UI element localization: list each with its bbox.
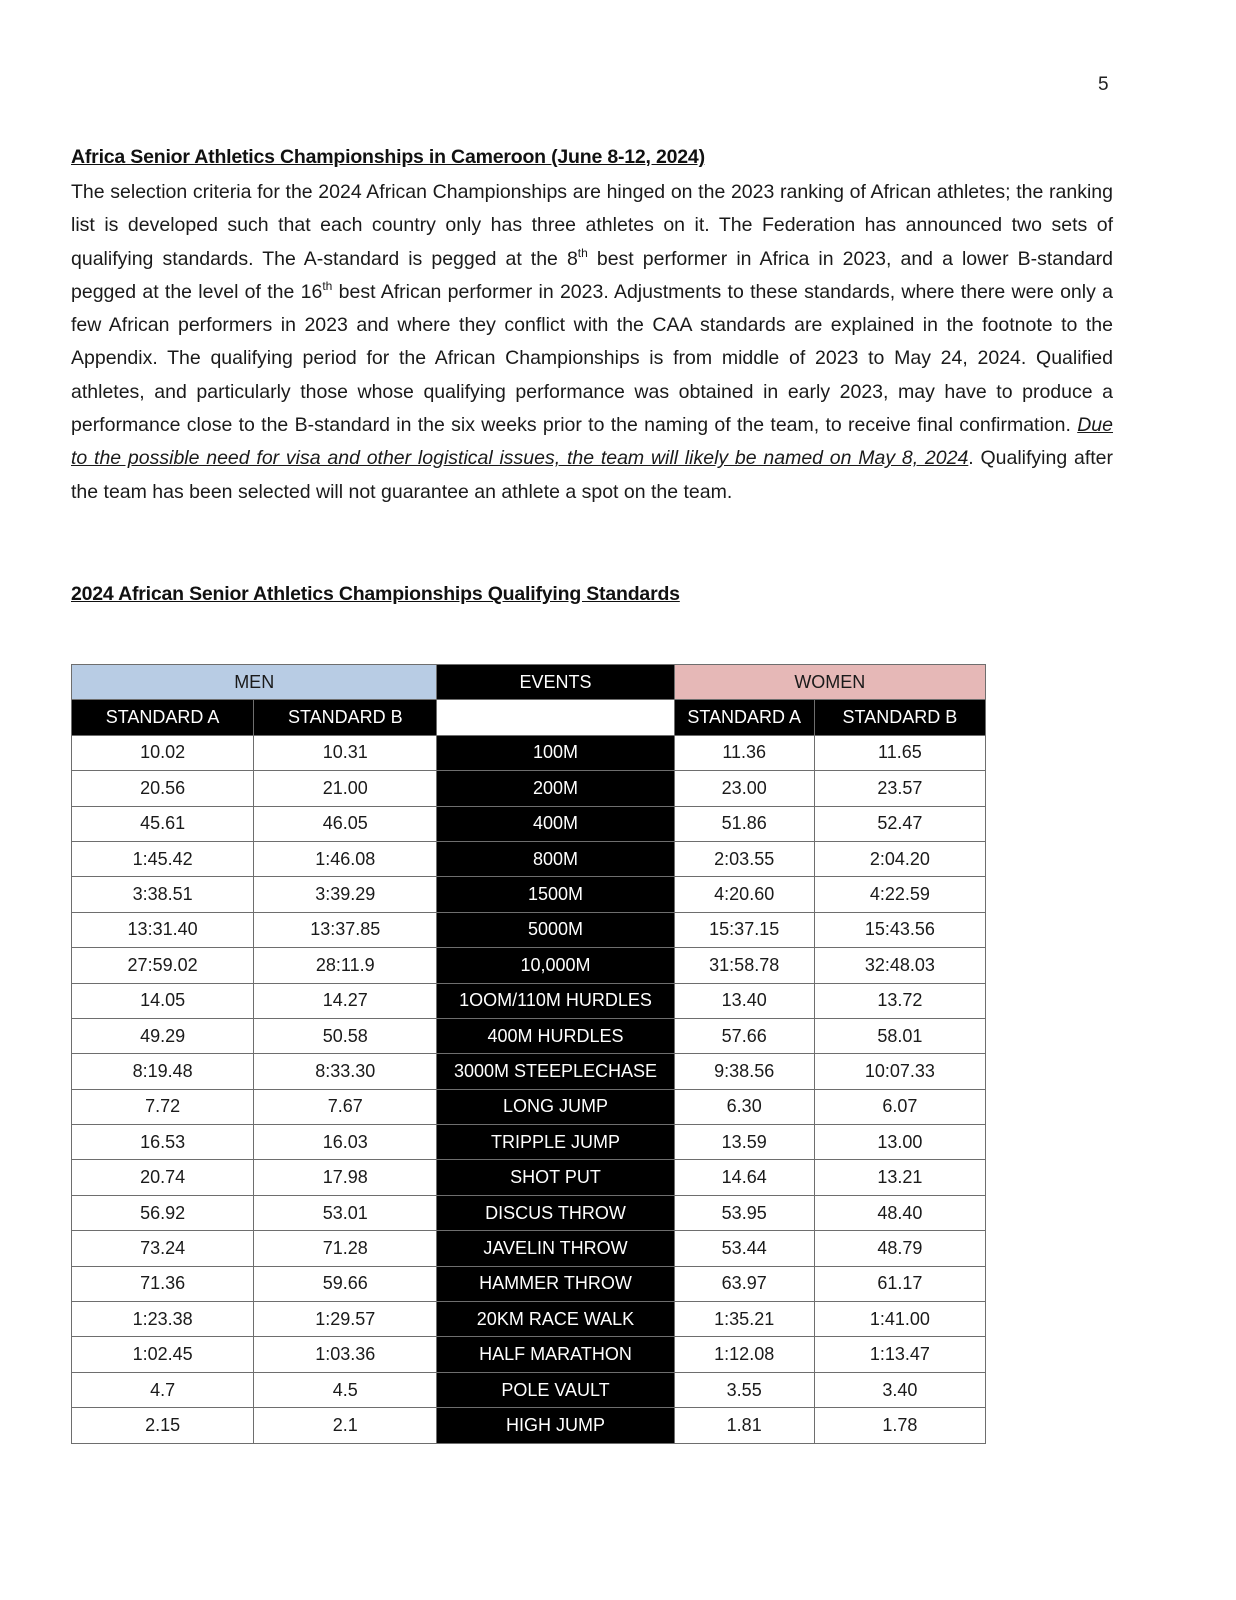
men-standard-a-cell: 49.29 [72,1018,254,1053]
men-standard-b-cell: 2.1 [254,1408,437,1443]
event-name-cell: 100M [437,735,674,770]
women-standard-b-cell: 13.00 [814,1125,985,1160]
men-standard-b-cell: 17.98 [254,1160,437,1195]
table-row [72,771,986,806]
men-standard-b-cell: 1:46.08 [254,841,437,876]
event-name-cell: LONG JUMP [437,1089,674,1124]
event-name-cell: 5000M [437,912,674,947]
event-name-cell: 400M [437,806,674,841]
section-heading-qualifying-standards: 2024 African Senior Athletics Championships Qualifying Standards [71,583,680,605]
table-row [72,1337,986,1372]
men-standard-b-cell: 28:11.9 [254,948,437,983]
women-group-header: WOMEN [674,665,985,700]
event-name-cell: 1500M [437,877,674,912]
men-standard-a-cell: 8:19.48 [72,1054,254,1089]
table-row [72,1054,986,1089]
event-name-cell: JAVELIN THROW [437,1231,674,1266]
event-name-cell: POLE VAULT [437,1372,674,1407]
event-name-cell: 1OOM/110M HURDLES [437,983,674,1018]
women-standard-b-cell: 61.17 [814,1266,985,1301]
event-name-cell: 400M HURDLES [437,1018,674,1053]
women-standard-a-cell: 63.97 [674,1266,814,1301]
event-name-cell: 3000M STEEPLECHASE [437,1054,674,1089]
men-standard-b-cell: 71.28 [254,1231,437,1266]
men-standard-a-cell: 13:31.40 [72,912,254,947]
women-standard-b-cell: 13.72 [814,983,985,1018]
table-row [72,735,986,770]
event-name-cell: HALF MARATHON [437,1337,674,1372]
men-standard-b-cell: 16.03 [254,1125,437,1160]
para-text-4: . Qualifying after the team has been selected will not guarantee an athlete a spot on the team. [71,447,1113,503]
men-standard-a-cell: 27:59.02 [72,948,254,983]
men-standard-a-cell: 1:23.38 [72,1302,254,1337]
women-standard-b-cell: 15:43.56 [814,912,985,947]
women-standard-a-cell: 11.36 [674,735,814,770]
page-number: 5 [1098,74,1109,95]
men-standard-b-cell: 50.58 [254,1018,437,1053]
section-heading-championships: Africa Senior Athletics Championships in Cameroon (June 8-12, 2024) [71,146,705,168]
men-standard-a-cell: 4.7 [72,1372,254,1407]
women-standard-a-cell: 53.44 [674,1231,814,1266]
men-standard-b-cell: 46.05 [254,806,437,841]
selection-criteria-paragraph [71,176,1113,509]
men-standard-a-cell: 14.05 [72,983,254,1018]
women-standard-a-cell: 51.86 [674,806,814,841]
women-standard-a-cell: 9:38.56 [674,1054,814,1089]
table-row [72,1018,986,1053]
men-standard-b-cell: 59.66 [254,1266,437,1301]
men-standard-b-cell: 7.67 [254,1089,437,1124]
women-standard-a-cell: 31:58.78 [674,948,814,983]
men-standard-a-cell: 7.72 [72,1089,254,1124]
men-standard-a-cell: 10.02 [72,735,254,770]
superscript-th: th [577,245,588,260]
events-sub-header-blank [437,700,674,735]
women-standard-a-header: STANDARD A [674,700,814,735]
women-standard-a-cell: 1:12.08 [674,1337,814,1372]
women-standard-b-cell: 23.57 [814,771,985,806]
men-standard-a-cell: 16.53 [72,1125,254,1160]
women-standard-a-cell: 13.40 [674,983,814,1018]
table-row [72,1160,986,1195]
women-standard-a-cell: 1:35.21 [674,1302,814,1337]
women-standard-b-cell: 1:13.47 [814,1337,985,1372]
women-standard-b-cell: 13.21 [814,1160,985,1195]
women-standard-b-cell: 11.65 [814,735,985,770]
men-standard-a-cell: 45.61 [72,806,254,841]
men-standard-b-cell: 8:33.30 [254,1054,437,1089]
women-standard-a-cell: 3.55 [674,1372,814,1407]
women-standard-a-cell: 13.59 [674,1125,814,1160]
women-standard-a-cell: 1.81 [674,1408,814,1443]
men-standard-b-cell: 3:39.29 [254,877,437,912]
men-standard-a-cell: 71.36 [72,1266,254,1301]
table-row [72,1195,986,1230]
men-standard-b-cell: 1:29.57 [254,1302,437,1337]
event-name-cell: 10,000M [437,948,674,983]
sub-header-row [72,700,986,735]
event-name-cell: 20KM RACE WALK [437,1302,674,1337]
men-standard-b-cell: 4.5 [254,1372,437,1407]
table-row [72,1266,986,1301]
women-standard-b-cell: 10:07.33 [814,1054,985,1089]
table-row [72,877,986,912]
women-standard-a-cell: 2:03.55 [674,841,814,876]
women-standard-b-cell: 32:48.03 [814,948,985,983]
men-standard-a-cell: 56.92 [72,1195,254,1230]
emphasized-team-naming-note: Due to the possible need for visa and other logistical issues, the team will likely be named on May 8, 2024 [71,414,1113,470]
table-row [72,1408,986,1443]
group-header-row [72,665,986,700]
men-standard-a-cell: 73.24 [72,1231,254,1266]
table-body [72,735,986,1443]
women-standard-b-header: STANDARD B [814,700,985,735]
men-standard-b-cell: 53.01 [254,1195,437,1230]
women-standard-a-cell: 15:37.15 [674,912,814,947]
men-standard-a-header: STANDARD A [72,700,254,735]
event-name-cell: HAMMER THROW [437,1266,674,1301]
women-standard-a-cell: 6.30 [674,1089,814,1124]
table-row [72,1125,986,1160]
men-standard-b-cell: 10.31 [254,735,437,770]
table-row [72,1372,986,1407]
women-standard-b-cell: 6.07 [814,1089,985,1124]
women-standard-b-cell: 3.40 [814,1372,985,1407]
table-row [72,1302,986,1337]
event-name-cell: TRIPPLE JUMP [437,1125,674,1160]
table-row [72,1089,986,1124]
men-standard-b-cell: 14.27 [254,983,437,1018]
events-group-header: EVENTS [437,665,674,700]
women-standard-b-cell: 1.78 [814,1408,985,1443]
women-standard-b-cell: 4:22.59 [814,877,985,912]
table-row [72,1231,986,1266]
para-text-1: The selection criteria for the 2024 African Championships are hinged on the 2023 ranking of African athletes; the ranking list is developed such that each country only has three athletes on it. The Federation has announced two sets of qualifying standards. The A-standard is pegged at the 8 [71,181,1113,270]
women-standard-b-cell: 52.47 [814,806,985,841]
men-standard-a-cell: 3:38.51 [72,877,254,912]
event-name-cell: DISCUS THROW [437,1195,674,1230]
men-standard-b-cell: 21.00 [254,771,437,806]
women-standard-b-cell: 1:41.00 [814,1302,985,1337]
women-standard-a-cell: 57.66 [674,1018,814,1053]
table-row [72,912,986,947]
table-row [72,841,986,876]
event-name-cell: 800M [437,841,674,876]
event-name-cell: 200M [437,771,674,806]
women-standard-b-cell: 2:04.20 [814,841,985,876]
men-standard-a-cell: 2.15 [72,1408,254,1443]
women-standard-b-cell: 48.79 [814,1231,985,1266]
qualifying-standards-table [71,664,986,1444]
women-standard-b-cell: 58.01 [814,1018,985,1053]
women-standard-a-cell: 4:20.60 [674,877,814,912]
para-text-2: best performer in Africa in 2023, and a lower B-standard pegged at the level of the 16 [71,247,1114,303]
men-standard-b-header: STANDARD B [254,700,437,735]
women-standard-b-cell: 48.40 [814,1195,985,1230]
men-group-header: MEN [72,665,437,700]
men-standard-a-cell: 1:02.45 [72,1337,254,1372]
table-row [72,948,986,983]
men-standard-a-cell: 20.56 [72,771,254,806]
men-standard-a-cell: 20.74 [72,1160,254,1195]
superscript-th: th [322,278,333,293]
women-standard-a-cell: 14.64 [674,1160,814,1195]
event-name-cell: SHOT PUT [437,1160,674,1195]
table-row [72,806,986,841]
men-standard-a-cell: 1:45.42 [72,841,254,876]
men-standard-b-cell: 13:37.85 [254,912,437,947]
women-standard-a-cell: 23.00 [674,771,814,806]
table-row [72,983,986,1018]
event-name-cell: HIGH JUMP [437,1408,674,1443]
women-standard-a-cell: 53.95 [674,1195,814,1230]
para-text-3: best African performer in 2023. Adjustments to these standards, where there were only a few African performers in 2023 and where they conflict with the CAA standards are explained in the footnote to the Appendix. The qualifying period for the African Championships is from middle of 2023 to May 24, 2024. Qualified athletes, and particularly those whose qualifying performance was obtained in early 2023, may have to produce a performance close to the B-standard in the six weeks prior to the naming of the team, to receive final confirmation. [71,280,1113,437]
men-standard-b-cell: 1:03.36 [254,1337,437,1372]
